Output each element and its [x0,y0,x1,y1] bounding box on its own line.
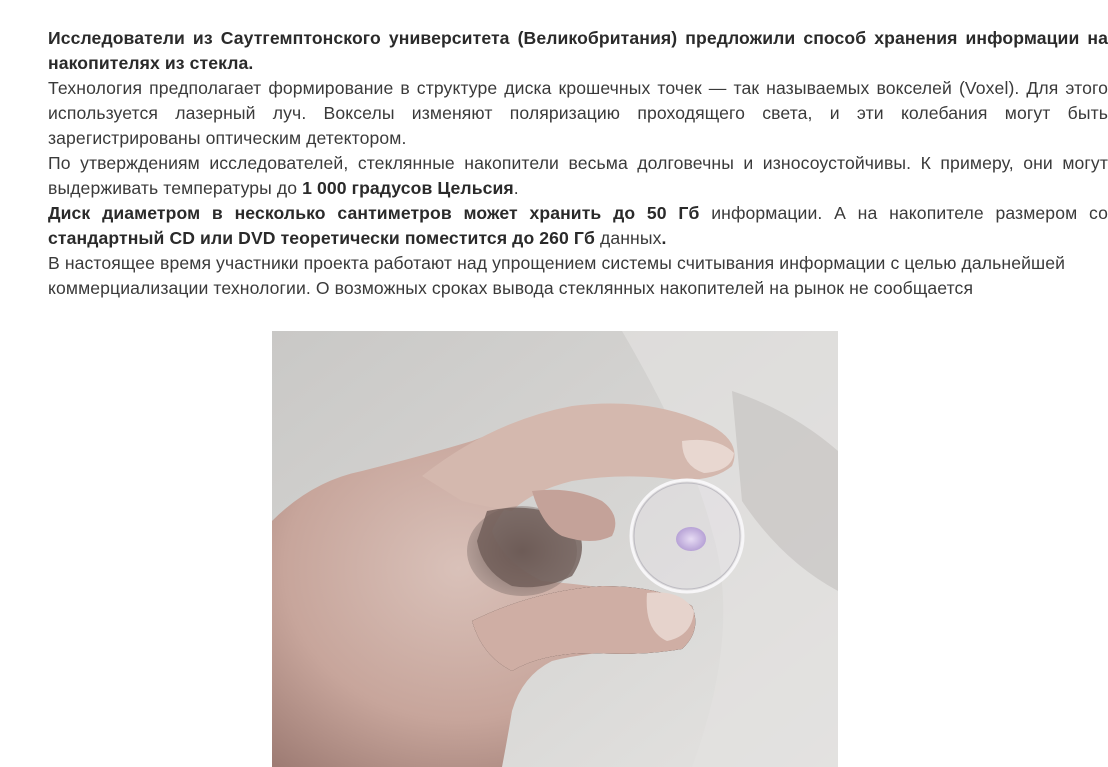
glass-disc-photo [272,331,838,767]
article-text [48,26,1108,301]
capacity-end: . [661,228,667,248]
durability-end: . [513,178,519,198]
paragraph-durability [48,151,1108,201]
cd-dvd-highlight: стандартный CD или DVD теоретически поместится до 260 Гб [48,228,595,248]
capacity-data-text: данных [594,228,662,248]
paragraph-technology [48,76,1108,151]
temperature-highlight: 1 000 градусов Цельсия [302,178,514,198]
paragraph-capacity [48,201,1108,251]
paragraph-status [48,251,1108,301]
status-text: В настоящее время участники проекта работают над упрощением системы считывания информации с целью дальнейшей коммерциализации технологии. О возможных сроках вывода стеклянных накопителей на рынок не сообщается [48,253,1066,298]
paragraph-intro [48,26,1108,76]
technology-text: Технология предполагает формирование в структуре диска крошечных точек — так называемых вокселей (Voxel). Для этого используется лазерный луч. Вокселы изменяют поляризацию проходящего света, и эти колебания могут быть зарегистрированы оптическим детектором. [48,78,1108,148]
intro-bold-text: Исследователи из Саутгемптонского университета (Великобритания) предложили способ хранения информации на накопителях из стекла. [48,28,1108,73]
capacity-text: информации. А на накопителе размером со [699,203,1108,223]
hand-holding-glass-disc-image [272,331,838,767]
capacity-highlight: Диск диаметром в несколько сантиметров может хранить до 50 Гб [48,203,700,223]
durability-text: По утверждениям исследователей, стеклянные накопители весьма долговечны и износоустойчивы. К примеру, они могут выдерживать температуры до [48,153,1108,198]
